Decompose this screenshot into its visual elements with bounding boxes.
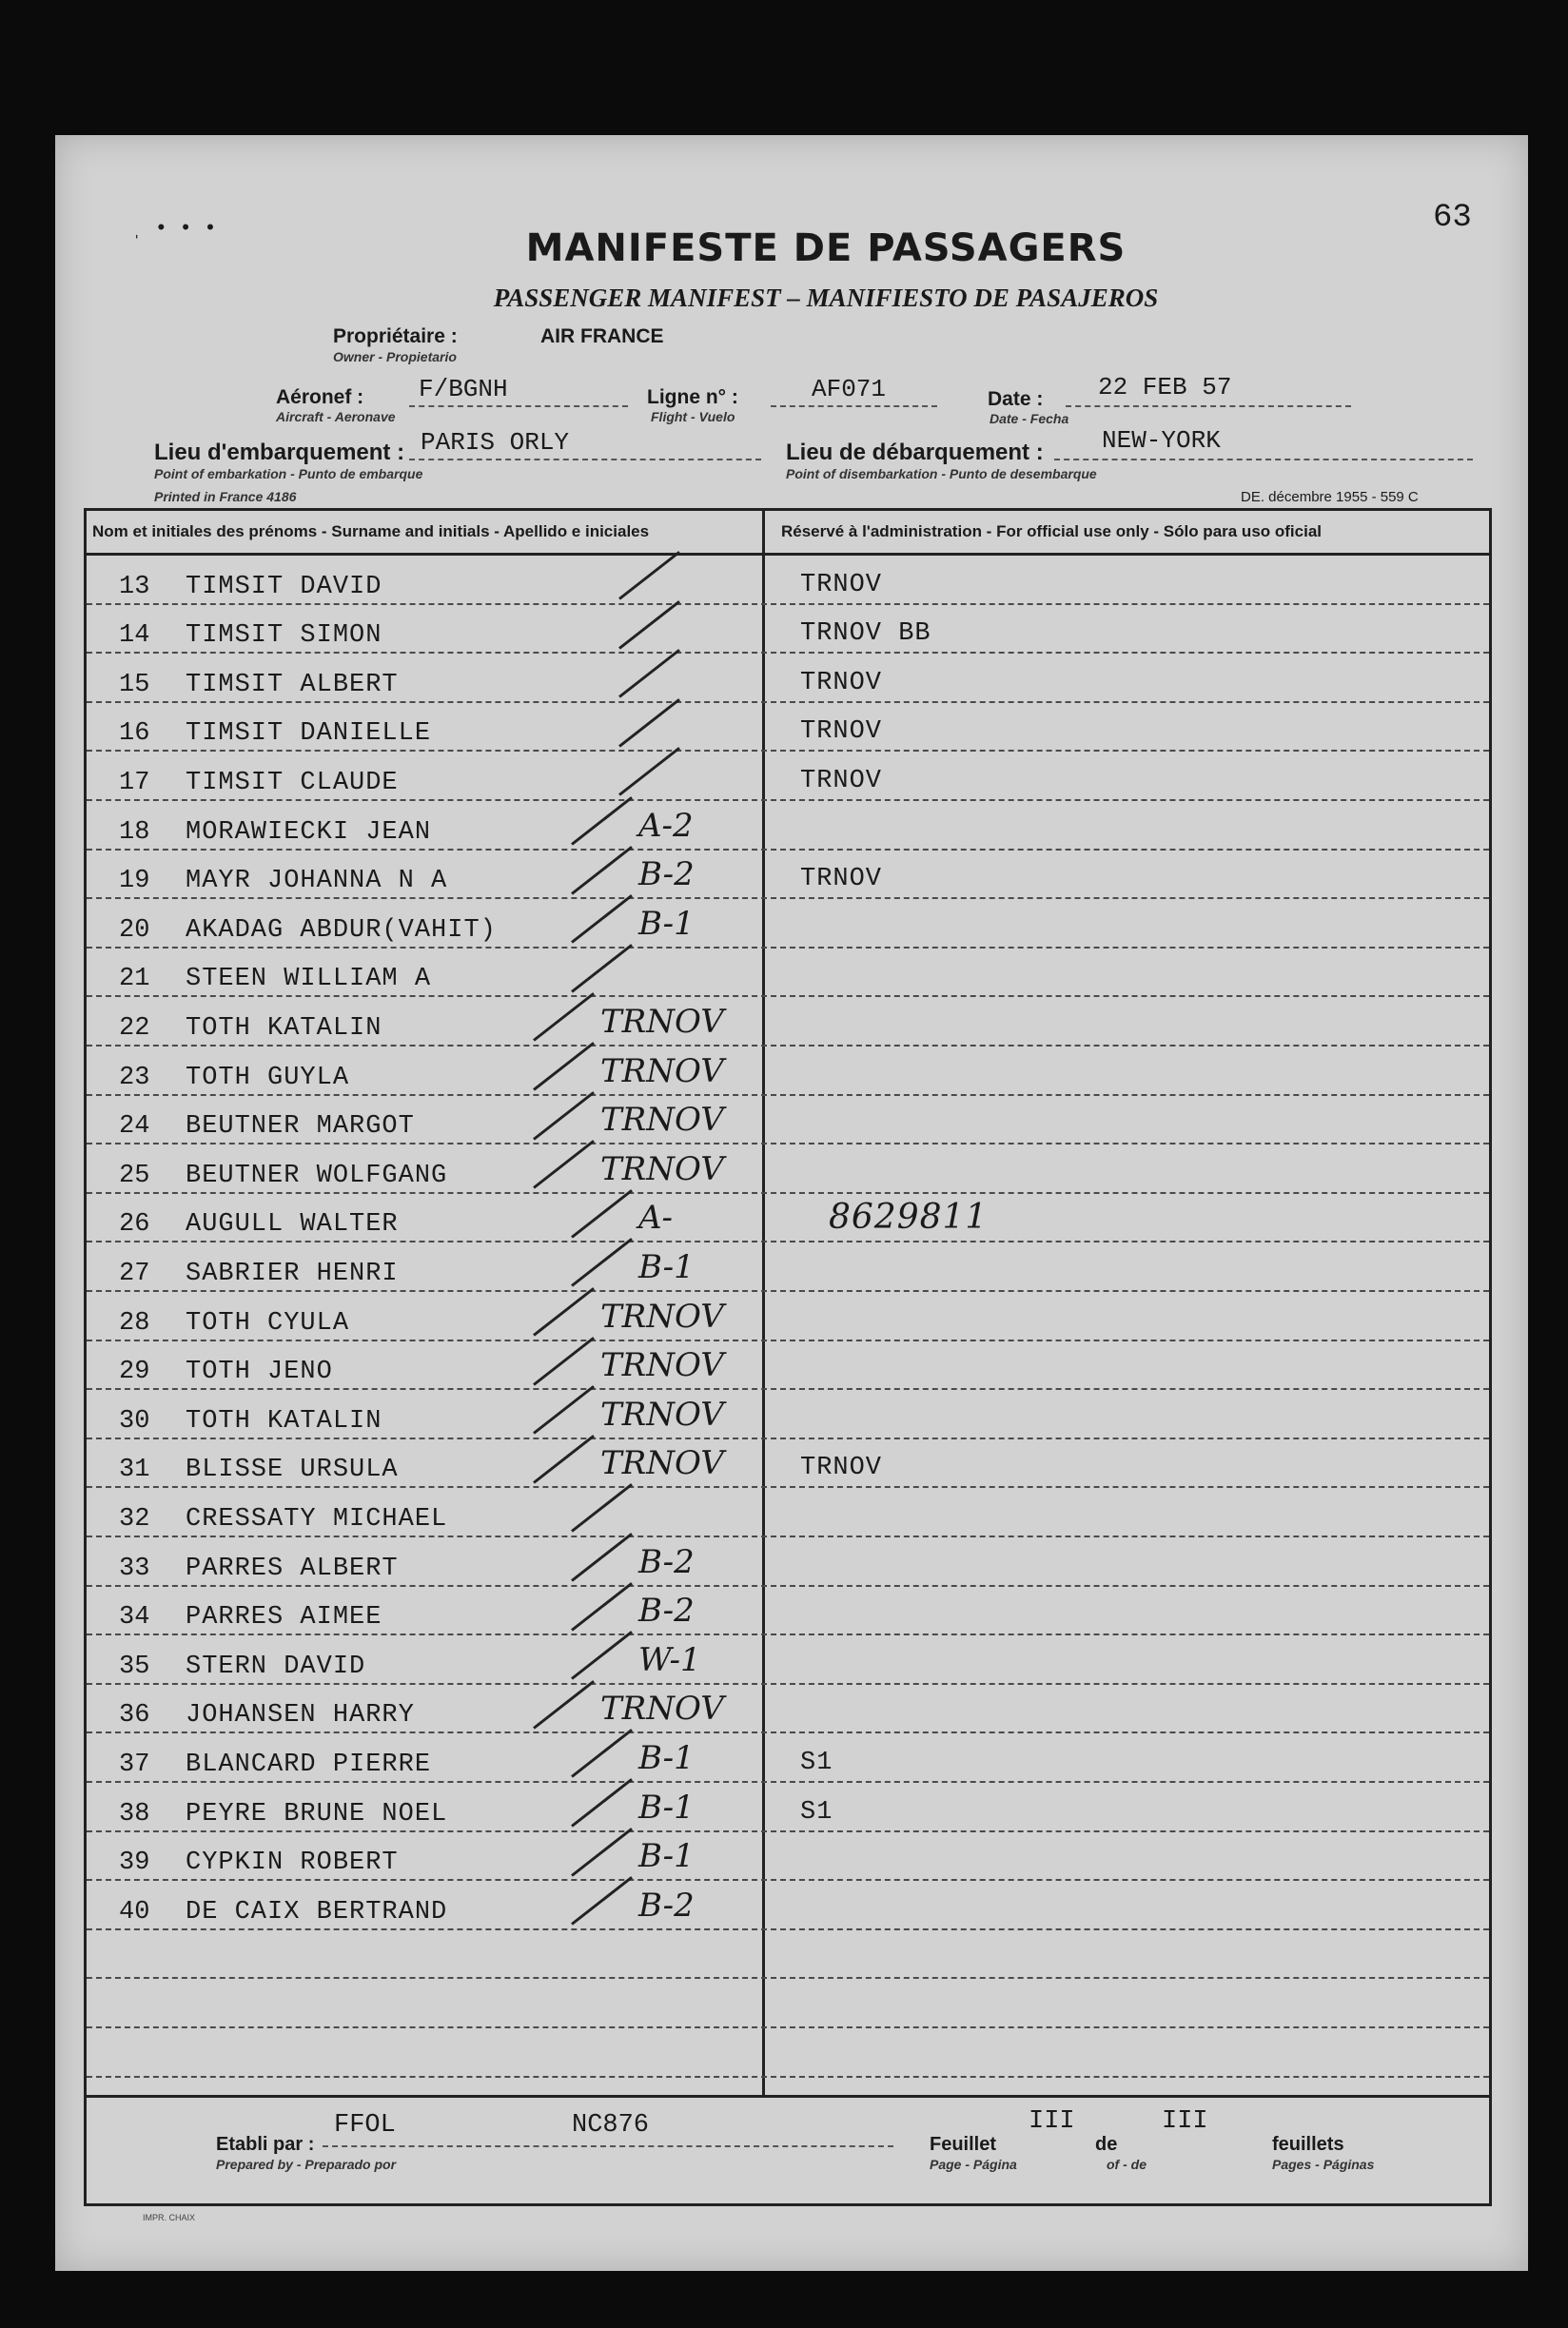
row-number: 34 [119,1603,150,1633]
aircraft-value: F/BGNH [419,375,508,403]
owner-sub: Owner - Propietario [333,349,457,364]
table-row [87,1096,1489,1145]
row-number: 24 [119,1112,150,1142]
handwritten-annotation: TRNOV [600,1395,724,1434]
handwritten-annotation: A- [638,1199,674,1238]
prepared-sub: Prepared by - Preparado por [216,2157,397,2172]
row-number: 29 [119,1358,150,1387]
table-row [87,1733,1489,1783]
date-label: Date : [988,388,1044,410]
handwritten-annotation: TRNOV [600,1346,724,1385]
admin-entry: TRNOV [800,865,883,894]
admin-entry: 8629811 [829,1198,989,1238]
check-mark-icon [533,1140,595,1189]
aircraft-sub: Aircraft - Aeronave [276,409,396,424]
printed-note: Printed in France 4186 [154,489,297,504]
row-number: 28 [119,1308,150,1338]
row-number: 25 [119,1161,150,1190]
table-row [87,1881,1489,1930]
check-mark-icon [533,1680,595,1730]
admin-entry: TRNOV [800,717,883,747]
handwritten-annotation: B-2 [638,1592,695,1631]
check-mark-icon [571,944,633,993]
printer-mark: IMPR. CHAIX [143,2213,196,2222]
table-row [87,752,1489,801]
prepared-code: NC876 [572,2111,650,2140]
passenger-name: STEEN WILLIAM A [186,965,432,994]
passenger-name: TIMSIT DANIELLE [186,719,432,749]
passenger-name: BEUTNER WOLFGANG [186,1161,448,1190]
row-number: 35 [119,1652,150,1681]
row-number: 19 [119,867,150,896]
table-row [87,1783,1489,1832]
passenger-name: MAYR JOHANNA N A [186,867,448,896]
row-number: 13 [119,572,150,601]
page-sub: Page - Página [930,2157,1017,2172]
row-number: 36 [119,1701,150,1731]
embark-value: PARIS ORLY [421,428,570,457]
check-mark-icon [533,1091,595,1141]
owner-label: Propriétaire : [333,325,458,347]
flight-value: AF071 [812,375,887,403]
handwritten-annotation: B-1 [638,1837,695,1876]
embark-sub: Point of embarkation - Punto de embarque [154,466,423,481]
table-row [87,1242,1489,1292]
admin-entry: S1 [800,1748,833,1777]
check-mark-icon [571,1189,633,1239]
check-mark-icon [571,1582,633,1632]
handwritten-annotation: TRNOV [600,1444,724,1483]
table-row [87,1341,1489,1391]
of-value: III [1162,2107,1208,2136]
row-number: 30 [119,1406,150,1436]
passenger-name: TIMSIT ALBERT [186,670,399,699]
row-number: 18 [119,817,150,847]
row-number: 31 [119,1456,150,1485]
row-number: 15 [119,670,150,699]
row-number: 27 [119,1259,150,1288]
passenger-name: TOTH JENO [186,1358,333,1387]
flight-sub: Flight - Vuelo [651,409,735,424]
table-row [87,1832,1489,1882]
aircraft-label: Aéronef : [276,386,364,408]
passenger-name: JOHANSEN HARRY [186,1701,415,1731]
manifest-subtitle: PASSENGER MANIFEST – MANIFIESTO DE PASAJEROS [493,284,1159,312]
row-number: 33 [119,1554,150,1583]
row-number: 23 [119,1063,150,1092]
row-number: 21 [119,965,150,994]
prepared-value: FFOL [334,2111,396,2140]
handwritten-annotation: TRNOV [600,1297,724,1336]
table-row [87,556,1489,605]
owner-value: AIR FRANCE [540,325,664,347]
row-number: 39 [119,1849,150,1878]
table-row [87,899,1489,949]
flight-label: Ligne n° : [647,386,738,408]
corner-marks: ˌ • • • [133,215,220,239]
admin-entry: TRNOV [800,668,883,697]
passenger-name: TOTH KATALIN [186,1406,382,1436]
col-header-admin: Réservé à l'administration - For official use only - Sólo para uso oficial [781,522,1323,540]
date-value: 22 FEB 57 [1098,373,1232,401]
handwritten-annotation: TRNOV [600,1002,724,1041]
check-mark-icon [571,846,633,895]
handwritten-annotation: W-1 [638,1640,701,1679]
check-mark-icon [533,1337,595,1386]
manifest-title: MANIFESTE DE PASSAGERS [525,226,1127,270]
passenger-name: PARRES ALBERT [186,1554,399,1583]
check-mark-icon [571,1631,633,1680]
row-number: 26 [119,1210,150,1240]
row-number: 22 [119,1013,150,1043]
check-mark-icon [533,1385,595,1435]
passenger-table [84,508,1492,2206]
table-row [87,1488,1489,1537]
pages-sub: Pages - Páginas [1272,2157,1375,2172]
check-mark-icon [533,992,595,1042]
check-mark-icon [571,1778,633,1828]
passenger-name: CRESSATY MICHAEL [186,1504,448,1534]
sheets-label: feuillets [1272,2134,1344,2155]
embark-label: Lieu d'embarquement : [154,440,405,465]
row-number: 20 [119,915,150,945]
admin-entry: TRNOV [800,766,883,795]
check-mark-icon [533,1042,595,1091]
check-mark-icon [571,1729,633,1778]
passenger-name: TOTH KATALIN [186,1013,382,1043]
passenger-name: PARRES AIMEE [186,1603,382,1633]
passenger-name: TIMSIT CLAUDE [186,768,399,797]
passenger-name: TOTH CYULA [186,1308,350,1338]
row-number: 14 [119,621,150,651]
table-row [87,1685,1489,1734]
disembark-value: NEW-YORK [1102,426,1221,455]
table-row [87,605,1489,655]
admin-entry: S1 [800,1797,833,1827]
table-row [87,1635,1489,1685]
handwritten-annotation: B-1 [638,904,695,943]
page-number: 63 [1433,200,1472,236]
passenger-name: TIMSIT DAVID [186,572,382,601]
disembark-sub: Point of disembarkation - Punto de desembarque [786,466,1097,481]
passenger-name: PEYRE BRUNE NOEL [186,1799,448,1829]
admin-entry: TRNOV [800,1454,883,1483]
row-number: 32 [119,1504,150,1534]
passenger-name: CYPKIN ROBERT [186,1849,399,1878]
passenger-name: TIMSIT SIMON [186,621,382,651]
form-code: DE. décembre 1955 - 559 C [1241,489,1419,505]
table-row [87,654,1489,703]
table-row [87,851,1489,900]
passenger-name: AUGULL WALTER [186,1210,399,1240]
disembark-label: Lieu de débarquement : [786,440,1044,465]
passenger-name: BEUTNER MARGOT [186,1112,415,1142]
col-header-name: Nom et initiales des prénoms - Surname and initials - Apellido e iniciales [92,522,650,540]
handwritten-annotation: B-1 [638,1247,695,1286]
check-mark-icon [571,1828,633,1877]
handwritten-annotation: A-2 [638,806,694,845]
date-sub: Date - Fecha [990,411,1069,426]
table-row [87,1979,1489,2028]
check-mark-icon [618,551,680,600]
handwritten-annotation: TRNOV [600,1149,724,1188]
passenger-name: BLANCARD PIERRE [186,1750,432,1779]
row-number: 40 [119,1897,150,1927]
row-number: 16 [119,719,150,749]
handwritten-annotation: TRNOV [600,1690,724,1729]
handwritten-annotation: B-1 [638,1788,695,1827]
passenger-name: TOTH GUYLA [186,1063,350,1092]
table-row [87,997,1489,1047]
handwritten-annotation: B-1 [638,1738,695,1777]
table-row [87,1587,1489,1636]
admin-entry: TRNOV BB [800,619,931,649]
table-header [87,511,1489,556]
row-number: 17 [119,768,150,797]
check-mark-icon [533,1287,595,1337]
check-mark-icon [533,1435,595,1484]
sheet-value: III [1029,2107,1075,2136]
table-row [87,1439,1489,1489]
table-row [87,1390,1489,1439]
handwritten-annotation: B-2 [638,855,695,894]
sheet-label: Feuillet [930,2134,997,2155]
table-row [87,1194,1489,1243]
prepared-label: Etabli par : [216,2134,315,2155]
handwritten-annotation: B-2 [638,1886,695,1925]
handwritten-annotation: TRNOV [600,1051,724,1090]
passenger-name: DE CAIX BERTRAND [186,1897,448,1927]
table-row [87,2028,1489,2078]
handwritten-annotation: B-2 [638,1542,695,1581]
table-row [87,801,1489,851]
table-row [87,1930,1489,1980]
passenger-name: BLISSE URSULA [186,1456,399,1485]
table-row [87,1537,1489,1587]
check-mark-icon [571,1533,633,1582]
passenger-name: SABRIER HENRI [186,1259,399,1288]
table-row [87,949,1489,998]
admin-entry: TRNOV [800,570,883,599]
check-mark-icon [618,698,680,748]
check-mark-icon [571,796,633,846]
check-mark-icon [571,894,633,944]
table-row [87,1292,1489,1341]
passenger-name: STERN DAVID [186,1652,366,1681]
of-sub: of - de [1107,2157,1147,2172]
check-mark-icon [571,1483,633,1533]
manifest-sheet [55,135,1528,2271]
row-number: 38 [119,1799,150,1829]
handwritten-annotation: TRNOV [600,1101,724,1140]
check-mark-icon [618,747,680,796]
table-row [87,1047,1489,1096]
of-label: de [1095,2134,1118,2155]
passenger-name: MORAWIECKI JEAN [186,817,432,847]
table-row [87,1144,1489,1194]
check-mark-icon [571,1876,633,1926]
passenger-name: AKADAG ABDUR(VAHIT) [186,915,497,945]
row-number: 37 [119,1750,150,1779]
table-footer [87,2095,1489,2203]
table-row [87,703,1489,753]
check-mark-icon [571,1238,633,1287]
check-mark-icon [618,600,680,650]
check-mark-icon [618,649,680,698]
